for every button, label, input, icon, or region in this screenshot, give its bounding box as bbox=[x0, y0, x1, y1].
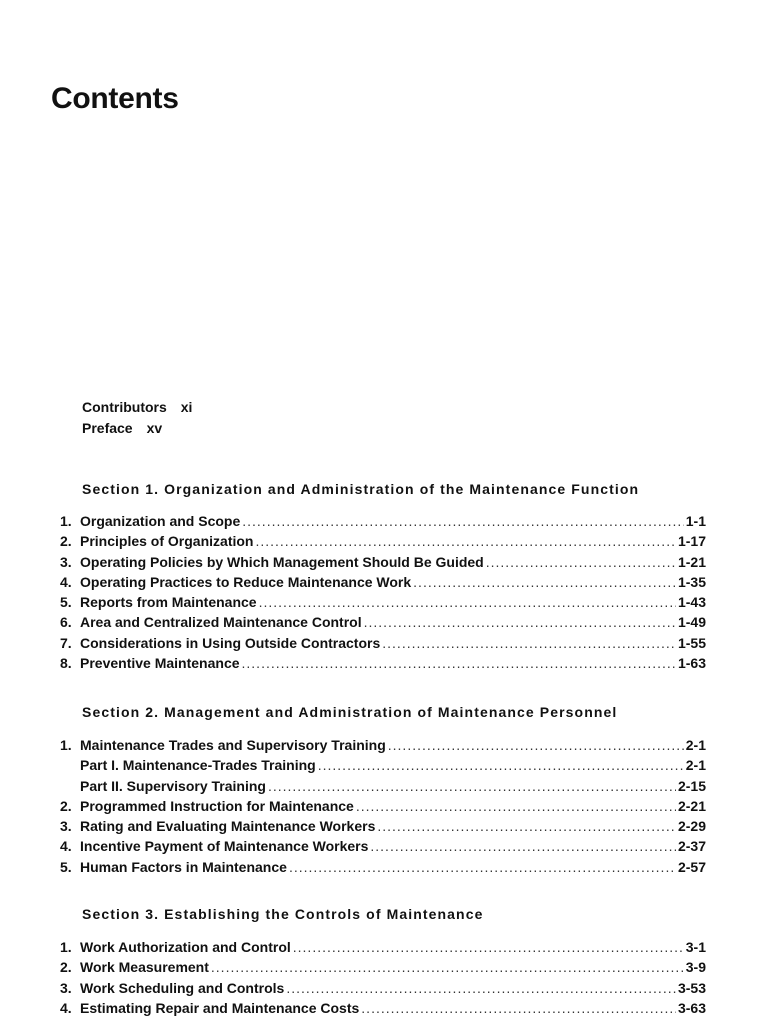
dot-leader bbox=[356, 798, 676, 814]
dot-leader bbox=[293, 939, 684, 955]
dot-leader bbox=[286, 980, 676, 996]
entry-number: 8. bbox=[60, 655, 72, 672]
section-2-entries bbox=[60, 737, 706, 879]
section-2-heading: Section 2. Management and Administration of Maintenance Personnel bbox=[82, 704, 618, 720]
front-matter bbox=[82, 397, 192, 439]
section-3-heading: Section 3. Establishing the Controls of Maintenance bbox=[82, 906, 484, 922]
entry-number: 3. bbox=[60, 818, 72, 835]
dot-leader bbox=[259, 594, 676, 610]
entry-number: 4. bbox=[60, 573, 72, 590]
entry-title: Estimating Repair and Maintenance Costs bbox=[80, 999, 360, 1016]
entry-title: Considerations in Using Outside Contractors bbox=[80, 634, 381, 651]
entry-title: Work Authorization and Control bbox=[80, 939, 291, 955]
entry-title: Part II. Supervisory Training bbox=[80, 777, 266, 794]
toc-entry[interactable] bbox=[60, 614, 706, 634]
dot-leader bbox=[361, 1000, 676, 1016]
entry-number: 2. bbox=[60, 533, 72, 550]
entry-page: 2-21 bbox=[677, 797, 706, 814]
entry-page: 2-1 bbox=[685, 737, 706, 753]
toc-entry[interactable] bbox=[60, 655, 706, 675]
entry-number: 6. bbox=[60, 614, 72, 631]
dot-leader bbox=[318, 757, 684, 773]
entry-page: 3-1 bbox=[685, 939, 706, 955]
entry-title: Area and Centralized Maintenance Control bbox=[80, 614, 362, 631]
entry-page: 1-43 bbox=[677, 594, 706, 611]
entry-number: 3. bbox=[60, 979, 72, 996]
entry-page: 1-55 bbox=[677, 634, 706, 651]
entry-page: 3-9 bbox=[685, 959, 706, 976]
toc-subentry[interactable] bbox=[60, 757, 706, 777]
toc-entry[interactable] bbox=[60, 737, 706, 757]
page-title: Contents bbox=[51, 82, 179, 115]
front-matter-label: Preface bbox=[82, 420, 133, 436]
entry-number: 5. bbox=[60, 594, 72, 611]
dot-leader bbox=[370, 838, 676, 854]
toc-entry[interactable] bbox=[60, 635, 706, 655]
entry-title: Incentive Payment of Maintenance Workers bbox=[80, 838, 369, 855]
entry-title: Organization and Scope bbox=[80, 513, 241, 529]
entry-page: 2-37 bbox=[677, 838, 706, 855]
entry-number: 5. bbox=[60, 858, 72, 875]
dot-leader bbox=[364, 614, 676, 630]
entry-number: 2. bbox=[60, 959, 72, 976]
entry-number: 1. bbox=[60, 939, 72, 955]
front-matter-page: xv bbox=[146, 420, 163, 436]
entry-number: 1. bbox=[60, 513, 72, 529]
entry-page: 1-49 bbox=[677, 614, 706, 631]
entry-page: 2-57 bbox=[677, 858, 706, 875]
dot-leader bbox=[413, 574, 676, 590]
dot-leader bbox=[388, 737, 684, 753]
toc-entry[interactable] bbox=[60, 980, 706, 1000]
entry-title: Rating and Evaluating Maintenance Workers bbox=[80, 818, 376, 835]
entry-title: Human Factors in Maintenance bbox=[80, 858, 287, 875]
section-1-entries bbox=[60, 513, 706, 675]
dot-leader bbox=[486, 554, 676, 570]
toc-entry[interactable] bbox=[60, 818, 706, 838]
toc-entry[interactable] bbox=[60, 594, 706, 614]
entry-title: Work Measurement bbox=[80, 959, 209, 976]
dot-leader bbox=[268, 778, 676, 794]
toc-entry[interactable] bbox=[60, 1000, 706, 1020]
entry-page: 1-35 bbox=[677, 573, 706, 590]
entry-title: Maintenance Trades and Supervisory Training bbox=[80, 737, 386, 753]
toc-entry[interactable] bbox=[60, 574, 706, 594]
toc-entry[interactable] bbox=[60, 513, 706, 533]
entry-page: 3-53 bbox=[677, 979, 706, 996]
entry-page: 3-63 bbox=[677, 999, 706, 1016]
entry-title: Preventive Maintenance bbox=[80, 655, 240, 672]
dot-leader bbox=[382, 635, 676, 651]
front-matter-contributors[interactable] bbox=[82, 397, 192, 418]
entry-page: 2-29 bbox=[677, 818, 706, 835]
entry-number: 1. bbox=[60, 737, 72, 753]
dot-leader bbox=[211, 959, 684, 975]
entry-number: 4. bbox=[60, 838, 72, 855]
entry-title: Part I. Maintenance-Trades Training bbox=[80, 757, 316, 774]
front-matter-page: xi bbox=[180, 399, 193, 415]
toc-entry[interactable] bbox=[60, 838, 706, 858]
front-matter-preface[interactable] bbox=[82, 418, 192, 439]
entry-page: 1-17 bbox=[677, 533, 706, 550]
entry-title: Programmed Instruction for Maintenance bbox=[80, 797, 354, 814]
front-matter-label: Contributors bbox=[82, 399, 167, 415]
dot-leader bbox=[255, 533, 676, 549]
entry-page: 2-15 bbox=[677, 777, 706, 794]
entry-title: Work Scheduling and Controls bbox=[80, 979, 285, 996]
dot-leader bbox=[242, 655, 676, 671]
toc-subentry[interactable] bbox=[60, 778, 706, 798]
dot-leader bbox=[377, 818, 676, 834]
section-3-entries bbox=[60, 939, 706, 1020]
dot-leader bbox=[289, 859, 676, 875]
entry-title: Operating Practices to Reduce Maintenance Work bbox=[80, 573, 412, 590]
toc-entry[interactable] bbox=[60, 939, 706, 959]
toc-entry[interactable] bbox=[60, 533, 706, 553]
entry-page: 1-21 bbox=[677, 553, 706, 570]
entry-page: 1-63 bbox=[677, 655, 706, 672]
toc-entry[interactable] bbox=[60, 554, 706, 574]
section-1-heading: Section 1. Organization and Administration of the Maintenance Function bbox=[82, 481, 640, 497]
toc-entry[interactable] bbox=[60, 859, 706, 879]
entry-number: 4. bbox=[60, 999, 72, 1016]
dot-leader bbox=[242, 513, 684, 529]
entry-title: Operating Policies by Which Management Should Be Guided bbox=[80, 553, 484, 570]
entry-number: 7. bbox=[60, 634, 72, 651]
entry-title: Reports from Maintenance bbox=[80, 594, 257, 611]
entry-number: 2. bbox=[60, 797, 72, 814]
entry-page: 2-1 bbox=[685, 757, 706, 774]
entry-title: Principles of Organization bbox=[80, 533, 254, 550]
toc-entry[interactable] bbox=[60, 798, 706, 818]
entry-page: 1-1 bbox=[685, 513, 706, 529]
toc-entry[interactable] bbox=[60, 959, 706, 979]
entry-number: 3. bbox=[60, 553, 72, 570]
